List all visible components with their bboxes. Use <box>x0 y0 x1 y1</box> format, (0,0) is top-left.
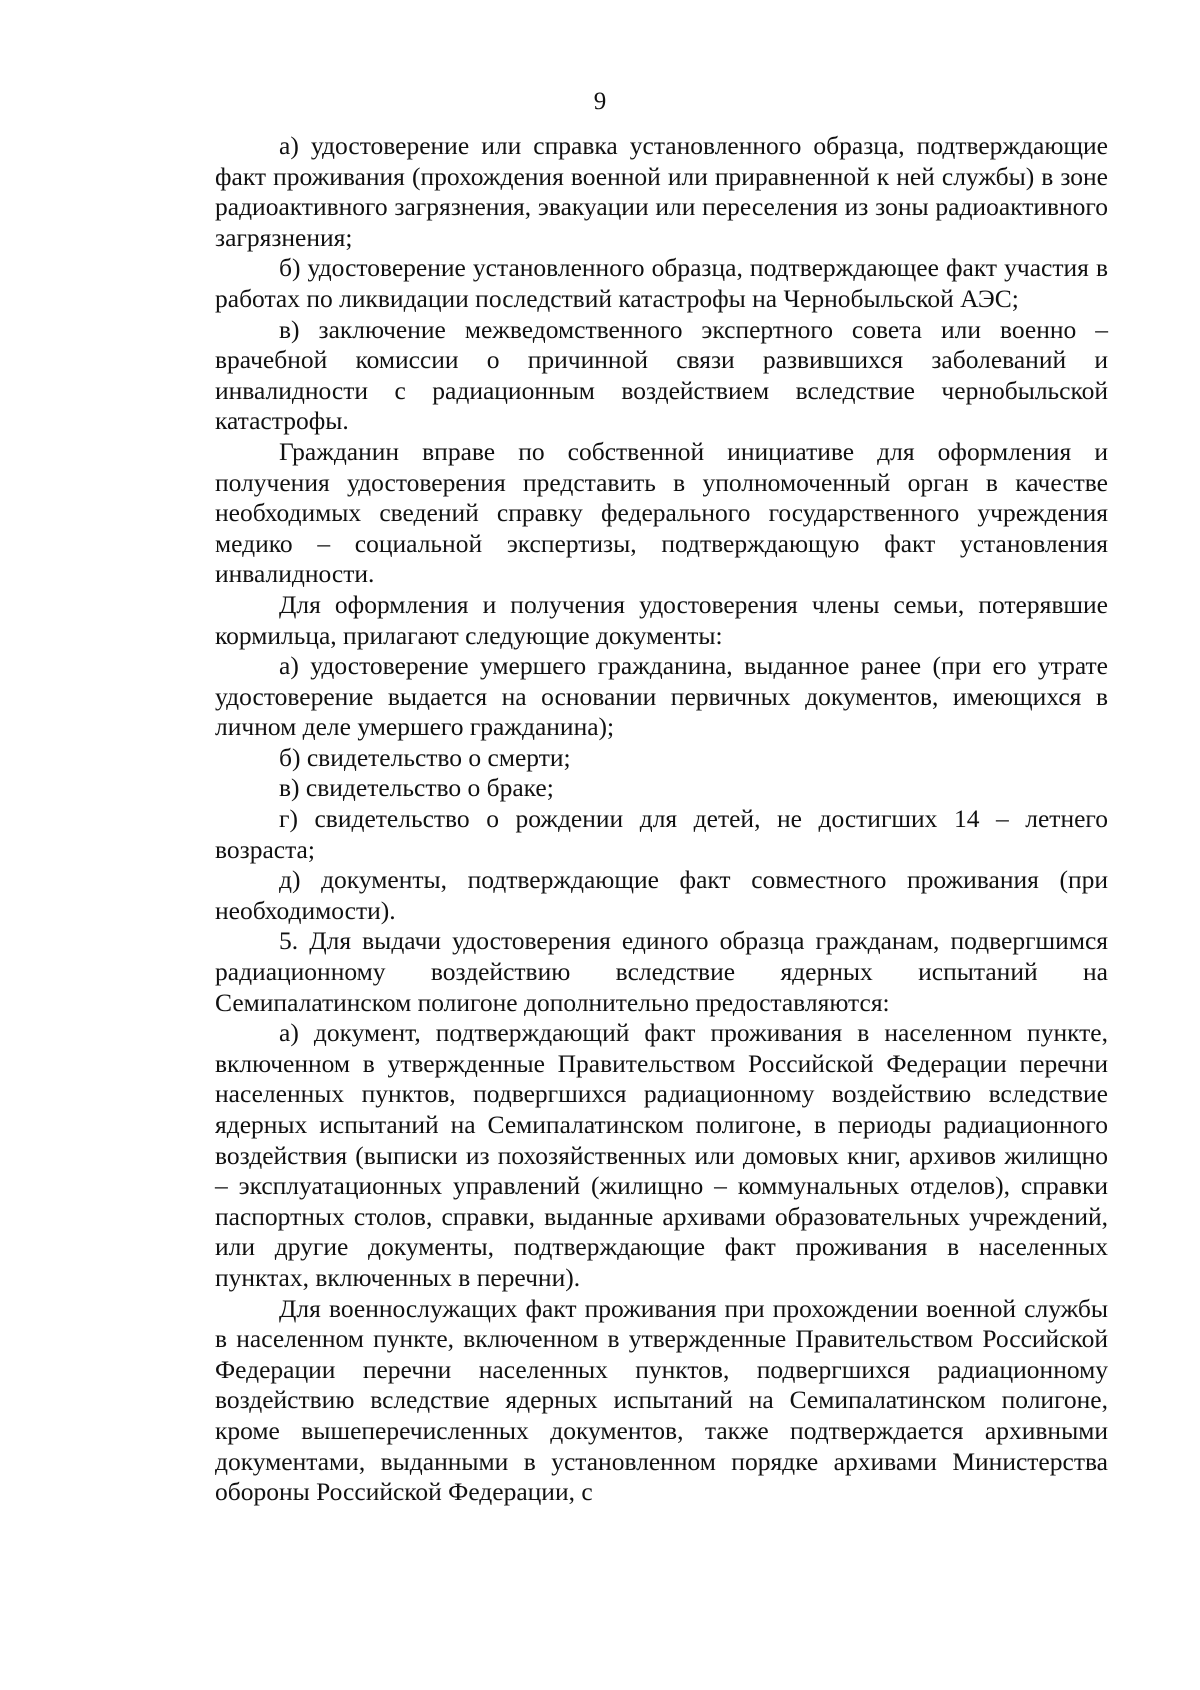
paragraph-item-a-deceased-certificate: а) удостоверение умершего гражданина, выданное ранее (при его утрате удостоверение выдается на основании первичных документов, имеющихся в личном деле умершего гражданина); <box>215 651 1108 742</box>
paragraph-family-members: Для оформления и получения удостоверения члены семьи, потерявшие кормильца, прилагают следующие документы: <box>215 589 1108 650</box>
paragraph-item-g-birth-certificate: г) свидетельство о рождении для детей, не достигших 14 – летнего возраста; <box>215 804 1108 864</box>
paragraph-military-personnel: Для военнослужащих факт проживания при прохождении военной службы в населенном пункте, включенном в утвержденные Правительством Российской Федерации перечни населенных пунктов, подвергшихся радиационному воздействию вследствие ядерных испытаний на Семипалатинском полигоне, кроме вышеперечисленных документов, также подтверждается архивными документами, выданными в установленном порядке архивами Министерства обороны Российской Федерации, с <box>215 1293 1108 1507</box>
page-number: 9 <box>593 88 607 115</box>
paragraph-item-a-residence-document: а) документ, подтверждающий факт проживания в населенном пункте, включенном в утвержденные Правительством Российской Федерации перечни населенных пунктов, подвергшихся радиационному воздействию вследствие ядерных испытаний на Семипалатинском полигоне, в периоды радиационного воздействия (выписки из похозяйственных или домовых книг, архивов жилищно – эксплуатационных управлений (жилищно – коммунальных отделов), справки паспортных столов, справки, выданные архивами образовательных учреждений, или другие документы, подтверждающие факт проживания в населенных пунктах, включенных в перечни). <box>215 1018 1108 1292</box>
paragraph-item-d-cohabitation-documents: д) документы, подтверждающие факт совместного проживания (при необходимости). <box>215 865 1108 925</box>
paragraph-item-b-certificate: б) удостоверение установленного образца, подтверждающее факт участия в работах по ликвидации последствий катастрофы на Чернобыльской АЭС; <box>215 253 1108 313</box>
paragraph-item-v-marriage-certificate: в) свидетельство о браке; <box>279 773 554 803</box>
document-body <box>215 131 1108 1508</box>
paragraph-item-b-death-certificate: б) свидетельство о смерти; <box>279 742 571 772</box>
paragraph-item-v-conclusion: в) заключение межведомственного экспертного совета или военно – врачебной комиссии о причинной связи развившихся заболеваний и инвалидности с радиационным воздействием вследствие чернобыльской катастрофы. <box>215 314 1108 436</box>
paragraph-citizen-right: Гражданин вправе по собственной инициативе для оформления и получения удостоверения представить в уполномоченный орган в качестве необходимых сведений справку федерального государственного учреждения медико – социальной экспертизы, подтверждающую факт установления инвалидности. <box>215 436 1108 589</box>
paragraph-item-a-certificate: а) удостоверение или справка установленного образца, подтверждающие факт проживания (прохождения военной или приравненной к ней службы) в зоне радиоактивного загрязнения, эвакуации или переселения из зоны радиоактивного загрязнения; <box>215 131 1108 252</box>
paragraph-section-5: 5. Для выдачи удостоверения единого образца гражданам, подвергшимся радиационному воздействию вследствие ядерных испытаний на Семипалатинском полигоне дополнительно предоставляются: <box>215 926 1108 1017</box>
